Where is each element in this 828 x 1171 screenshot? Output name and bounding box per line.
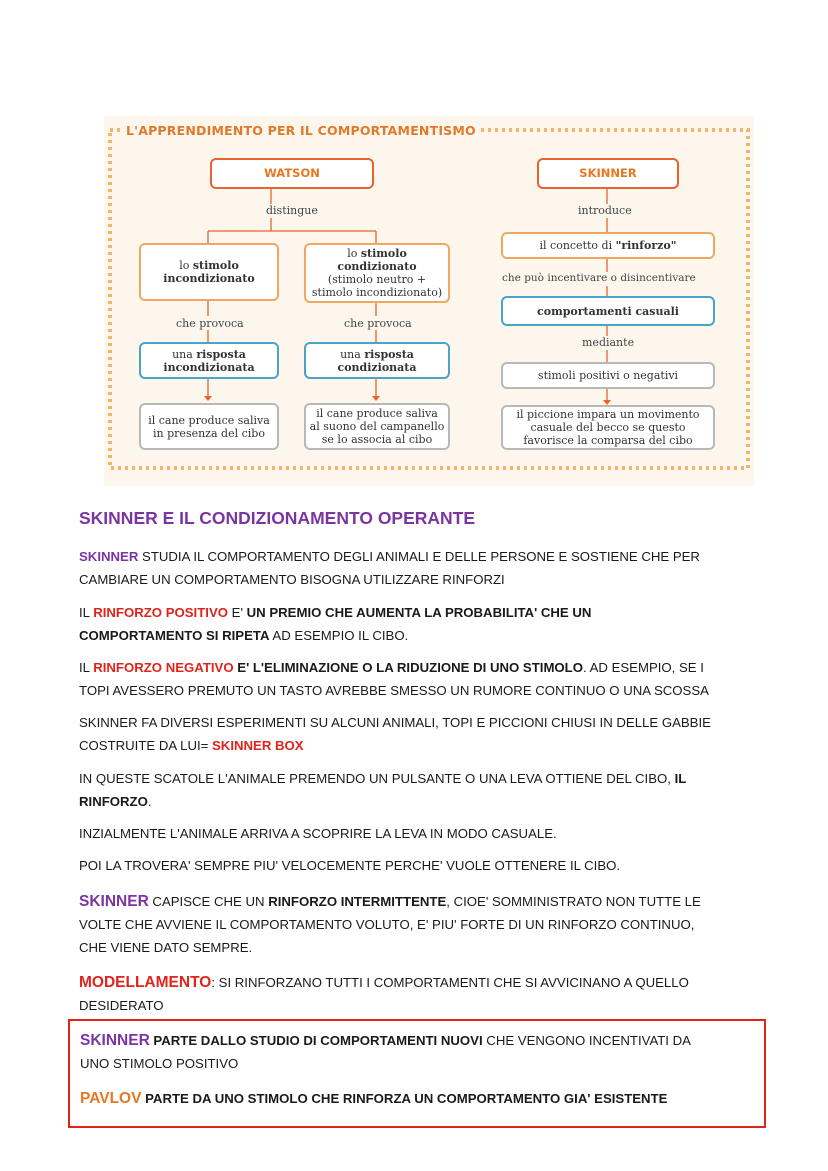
stimoli-box: stimoli positivi o negativi [501,362,715,389]
paragraph-rinforzo-negativo: IL RINFORZO NEGATIVO E' L'ELIMINAZIONE O LA RIDUZIONE DI UNO STIMOLO. AD ESEMPIO, SE I TOPI AVESSERO PREMUTO UN TASTO AVREBBE SMESSO UN RUMORE CONTINUO O UNA SCOSSA [79,660,709,698]
paragraph-pavlov-parte: PAVLOV PARTE DA UNO STIMOLO CHE RINFORZA UN COMPORTAMENTO GIA' ESISTENTE [80,1090,668,1107]
piccione-box: il piccione impara un movimento casuale del becco se questo favorisce la comparsa del cibo [501,405,715,450]
cane-cibo-box: il cane produce saliva in presenza del cibo [139,403,279,450]
label-introduce: introduce [578,204,632,217]
risposta-condizionata-box: una risposta condizionata [304,342,450,379]
paragraph-esperimenti: SKINNER FA DIVERSI ESPERIMENTI SU ALCUNI ANIMALI, TOPI E PICCIONI CHIUSI IN DELLE GABBIE COSTRUITE DA LUI= SKINNER BOX [79,715,711,753]
concetto-rinforzo-box: il concetto di "rinforzo" [501,232,715,259]
label-che-provoca-2: che provoca [344,317,412,330]
paragraph-inizialmente: INZIALMENTE L'ANIMALE ARRIVA A SCOPRIRE LA LEVA IN MODO CASUALE. [79,826,557,841]
comportamentismo-diagram [104,116,754,486]
paragraph-intermittente: SKINNER CAPISCE CHE UN RINFORZO INTERMITTENTE, CIOE' SOMMINISTRATO NON TUTTE LE VOLTE CHE AVVIENE IL COMPORTAMENTO VOLUTO, E' PIU' FORTE DI UN RINFORZO CONTINUO, CHE VIENE DATO SEMPRE. [79,893,701,955]
label-incentivare: che può incentivare o disincentivare [502,272,696,284]
paragraph-modellamento: MODELLAMENTO: SI RINFORZANO TUTTI I COMPORTAMENTI CHE SI AVVICINANO A QUELLO DESIDERATO [79,974,689,1013]
label-mediante: mediante [582,336,635,349]
diagram-title: L'APPRENDIMENTO PER IL COMPORTAMENTISMO [122,123,480,138]
stimolo-incondizionato-box: lo stimolo incondizionato [139,243,279,301]
watson-box: WATSON [210,158,374,189]
paragraph-scatole: IN QUESTE SCATOLE L'ANIMALE PREMENDO UN PULSANTE O UNA LEVA OTTIENE DEL CIBO, IL RINFORZO. [79,771,687,809]
comportamenti-casuali-box: comportamenti casuali [501,296,715,326]
stimolo-condizionato-box: lo stimolo condizionato (stimolo neutro + stimolo incondizionato) [304,243,450,303]
risposta-incondizionata-box: una risposta incondizionata [139,342,279,379]
skinner-box: SKINNER [537,158,679,189]
paragraph-skinner-studia: SKINNER STUDIA IL COMPORTAMENTO DEGLI ANIMALI E DELLE PERSONE E SOSTIENE CHE PER CAMBIARE UN COMPORTAMENTO BISOGNA UTILIZZARE RINFORZI [79,549,700,587]
paragraph-poi: POI LA TROVERA' SEMPRE PIU' VELOCEMENTE PERCHE' VUOLE OTTENERE IL CIBO. [79,858,621,873]
label-distingue: distingue [266,204,318,217]
cane-campanello-box: il cane produce saliva al suono del campanello se lo associa al cibo [304,403,450,450]
label-che-provoca-1: che provoca [176,317,244,330]
section-heading: SKINNER E IL CONDIZIONAMENTO OPERANTE [79,508,476,528]
paragraph-skinner-parte: SKINNER PARTE DALLO STUDIO DI COMPORTAMENTI NUOVI CHE VENGONO INCENTIVATI DA UNO STIMOLO POSITIVO [80,1032,691,1071]
paragraph-rinforzo-positivo: IL RINFORZO POSITIVO E' UN PREMIO CHE AUMENTA LA PROBABILITA' CHE UN COMPORTAMENTO SI RIPETA AD ESEMPIO IL CIBO. [79,605,592,643]
